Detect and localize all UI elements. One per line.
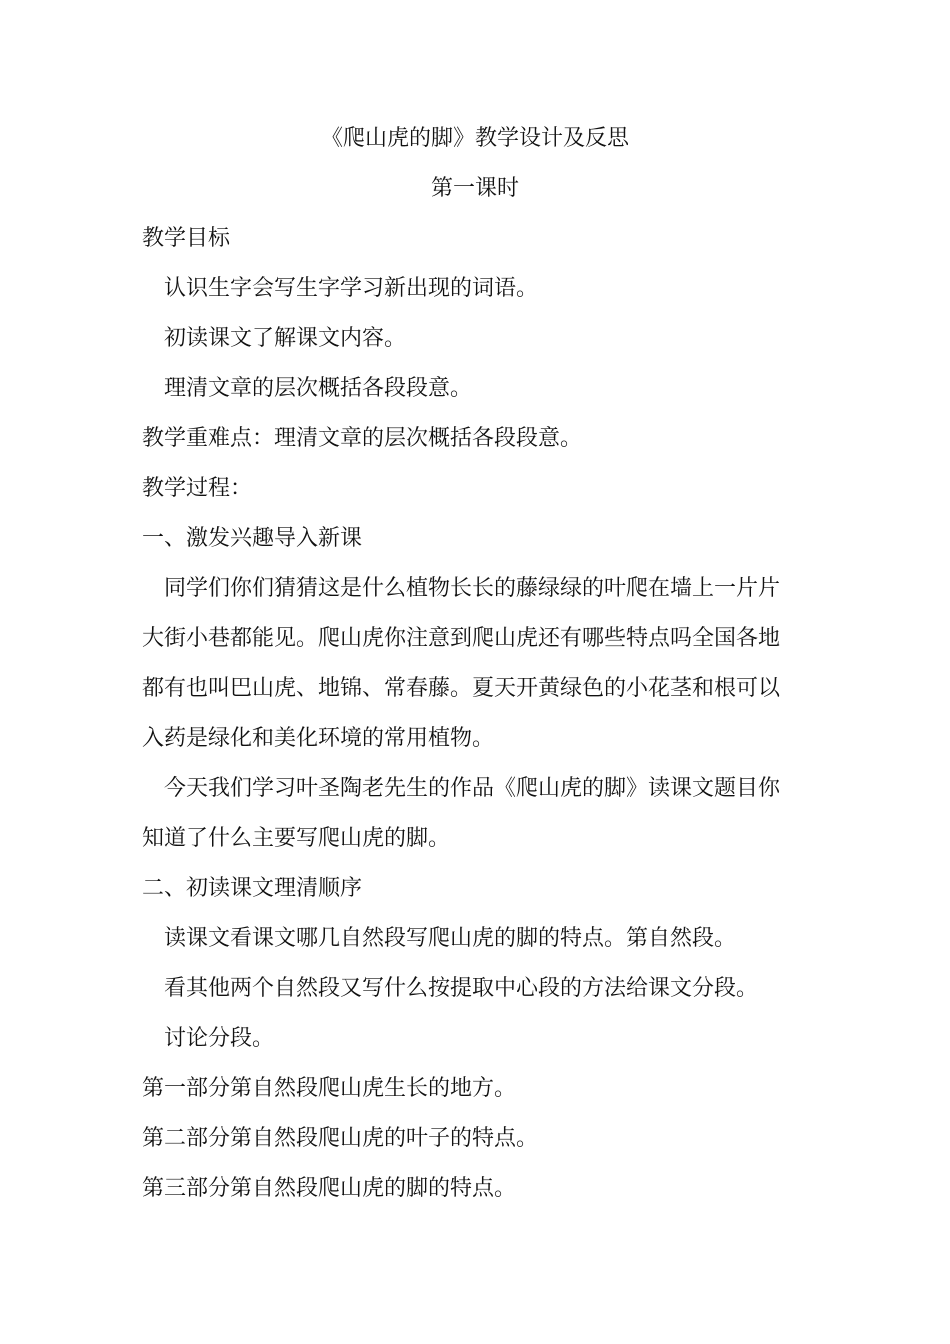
paragraph-line: 讨论分段。 <box>164 1026 275 1051</box>
paragraph-line: 第二部分第自然段爬山虎的叶子的特点。 <box>142 1126 539 1151</box>
section-heading: 二、初读课文理清顺序 <box>142 876 363 901</box>
paragraph-line: 第一部分第自然段爬山虎生长的地方。 <box>142 1076 517 1101</box>
section-heading: 一、激发兴趣导入新课 <box>142 526 363 551</box>
paragraph-line: 读课文看课文哪几自然段写爬山虎的脚的特点。第自然段。 <box>164 926 737 951</box>
paragraph-line: 认识生字会写生字学习新出现的词语。 <box>164 276 539 301</box>
paragraph-line: 第三部分第自然段爬山虎的脚的特点。 <box>142 1176 517 1201</box>
paragraph-line: 今天我们学习叶圣陶老先生的作品《爬山虎的脚》读课文题目你 <box>164 776 781 801</box>
section-heading: 教学重难点：理清文章的层次概括各段段意。 <box>142 426 583 451</box>
paragraph-line: 都有也叫巴山虎、地锦、常春藤。夏天开黄绿色的小花茎和根可以 <box>142 676 781 701</box>
paragraph-line: 入药是绿化和美化环境的常用植物。 <box>142 726 495 751</box>
document-title: 《爬山虎的脚》教学设计及反思 <box>320 126 629 151</box>
paragraph-line: 理清文章的层次概括各段段意。 <box>164 376 473 401</box>
paragraph-line: 初读课文了解课文内容。 <box>164 326 407 351</box>
paragraph-line: 知道了什么主要写爬山虎的脚。 <box>142 826 451 851</box>
paragraph-line: 大街小巷都能见。爬山虎你注意到爬山虎还有哪些特点吗全国各地 <box>142 626 781 651</box>
section-heading: 教学过程： <box>142 476 253 501</box>
paragraph-line: 同学们你们猜猜这是什么植物长长的藤绿绿的叶爬在墙上一片片 <box>164 576 781 601</box>
section-heading: 教学目标 <box>142 226 231 251</box>
document-subtitle: 第一课时 <box>430 176 519 201</box>
paragraph-line: 看其他两个自然段又写什么按提取中心段的方法给课文分段。 <box>164 976 759 1001</box>
